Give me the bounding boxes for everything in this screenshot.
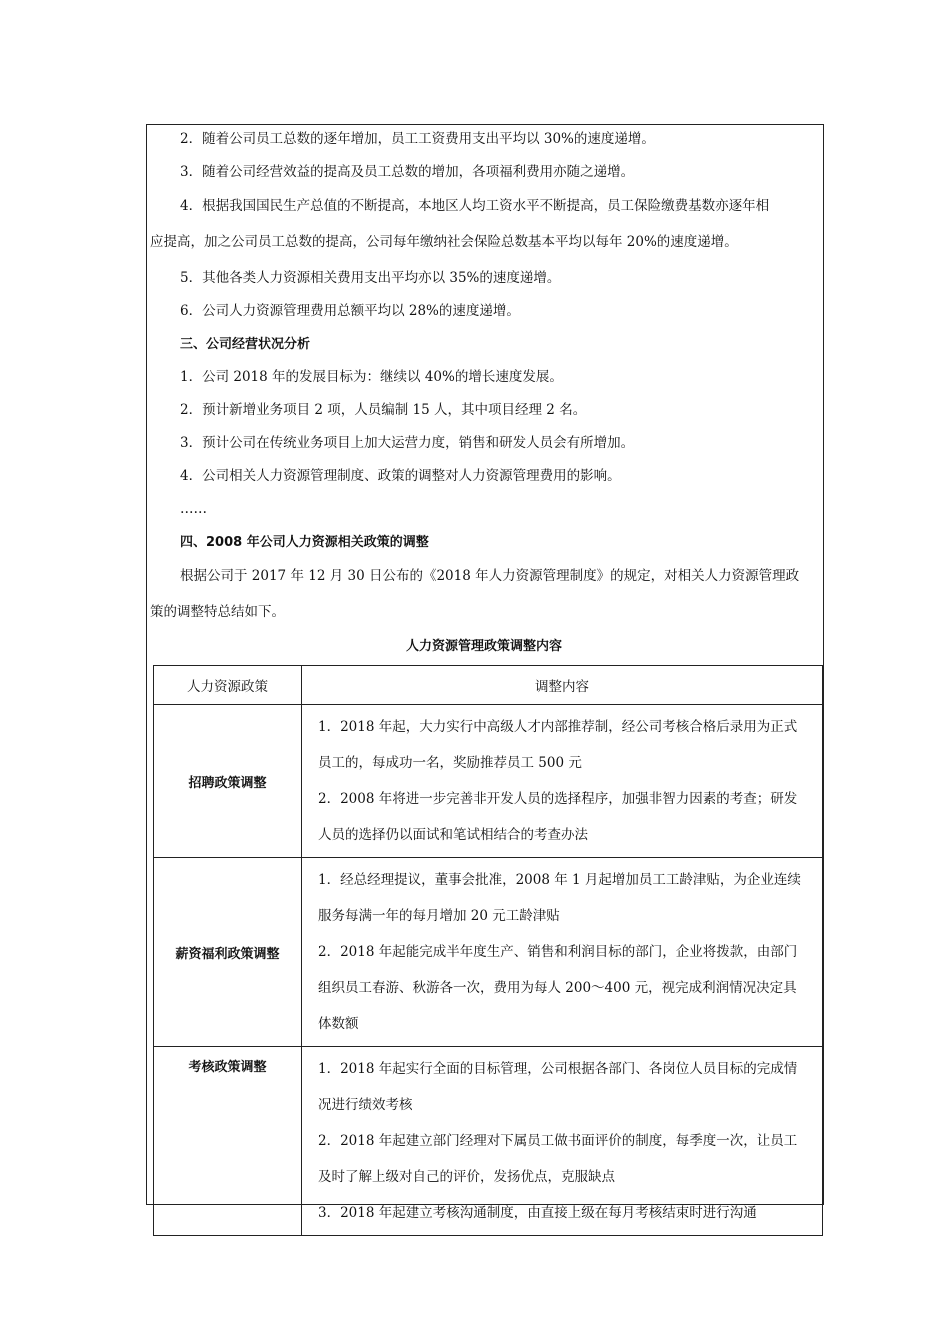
policy-item	[308, 1123, 818, 1195]
policy-table	[153, 665, 823, 1236]
item-line: 及时了解上级对自己的评价，发扬优点，克服缺点	[318, 1169, 615, 1185]
table-header-cell: 调整内容	[302, 666, 823, 705]
table-row	[154, 705, 823, 858]
paragraph: 4．公司相关人力资源管理制度、政策的调整对人力资源管理费用的影响。	[180, 468, 621, 484]
item-line: 2．2018 年起建立部门经理对下属员工做书面评价的制度，每季度一次，让员工	[318, 1133, 798, 1149]
policy-category: 薪资福利政策调整	[154, 858, 302, 1047]
policy-content	[302, 858, 823, 1047]
paragraph: 3．随着公司经营效益的提高及员工总数的增加，各项福利费用亦随之递增。	[180, 164, 635, 180]
policy-item	[308, 862, 818, 934]
paragraph: 2．随着公司员工总数的逐年增加，员工工资费用支出平均以 30%的速度递增。	[180, 131, 655, 147]
policy-item	[308, 934, 818, 1042]
item-line: 组织员工春游、秋游各一次，费用为每人 200～400 元，视完成利润情况决定具	[318, 980, 797, 996]
paragraph-line: 根据公司于 2017 年 12 月 30 日公布的《2018 年人力资源管理制度》的规定，对相关人力资源管理政	[180, 568, 800, 584]
policy-content	[302, 1047, 823, 1236]
paragraph-line: 应提高，加之公司员工总数的提高，公司每年缴纳社会保险总数基本平均以每年 20%的速度递增。	[150, 234, 738, 250]
paragraph: 6．公司人力资源管理费用总额平均以 28%的速度递增。	[180, 303, 520, 319]
table-header-cell: 人力资源政策	[154, 666, 302, 705]
item-line: 1．2018 年起实行全面的目标管理，公司根据各部门、各岗位人员目标的完成情	[318, 1061, 798, 1077]
item-line: 况进行绩效考核	[318, 1097, 413, 1113]
policy-item	[308, 1195, 818, 1231]
paragraph: 2．预计新增业务项目 2 项，人员编制 15 人，其中项目经理 2 名。	[180, 402, 587, 418]
document-body	[150, 125, 818, 663]
paragraph: 1．公司 2018 年的发展目标为：继续以 40%的增长速度发展。	[180, 369, 563, 385]
policy-category: 招聘政策调整	[154, 705, 302, 858]
item-line: 服务每满一年的每月增加 20 元工龄津贴	[318, 908, 560, 924]
item-line: 人员的选择仍以面试和笔试相结合的考查办法	[318, 827, 588, 843]
table-row	[154, 858, 823, 1047]
item-line: 2．2018 年起能完成半年度生产、销售和利润目标的部门，企业将拨款，由部门	[318, 944, 798, 960]
policy-content	[302, 705, 823, 858]
policy-category: 考核政策调整	[154, 1047, 302, 1236]
table-row	[154, 1047, 823, 1236]
section-heading: 三、公司经营状况分析	[180, 337, 311, 352]
paragraph: 5．其他各类人力资源相关费用支出平均亦以 35%的速度递增。	[180, 270, 561, 286]
paragraph	[150, 558, 818, 630]
policy-item	[308, 709, 818, 781]
paragraph	[150, 188, 818, 260]
item-line: 体数额	[318, 1016, 359, 1032]
item-line: 2．2008 年将进一步完善非开发人员的选择程序，加强非智力因素的考查；研发	[318, 791, 798, 807]
item-line: 1．2018 年起，大力实行中高级人才内部推荐制，经公司考核合格后录用为正式	[318, 719, 798, 735]
item-line: 员工的，每成功一名，奖励推荐员工 500 元	[318, 755, 582, 771]
policy-item	[308, 781, 818, 853]
item-line: 1．经总经理提议，董事会批准，2008 年 1 月起增加员工工龄津贴，为企业连续	[318, 872, 801, 888]
paragraph: 3．预计公司在传统业务项目上加大运营力度，销售和研发人员会有所增加。	[180, 435, 635, 451]
item-line: 3．2018 年起建立考核沟通制度，由直接上级在每月考核结束时进行沟通	[318, 1205, 757, 1221]
table-caption: 人力资源管理政策调整内容	[405, 639, 562, 654]
policy-item	[308, 1051, 818, 1123]
ellipsis: ……	[180, 501, 207, 517]
section-heading: 四、2008 年公司人力资源相关政策的调整	[180, 535, 429, 550]
table-header-row	[154, 666, 823, 705]
paragraph-line: 策的调整特总结如下。	[150, 604, 285, 620]
paragraph-line: 4．根据我国国民生产总值的不断提高，本地区人均工资水平不断提高，员工保险缴费基数亦逐年相	[180, 198, 770, 214]
